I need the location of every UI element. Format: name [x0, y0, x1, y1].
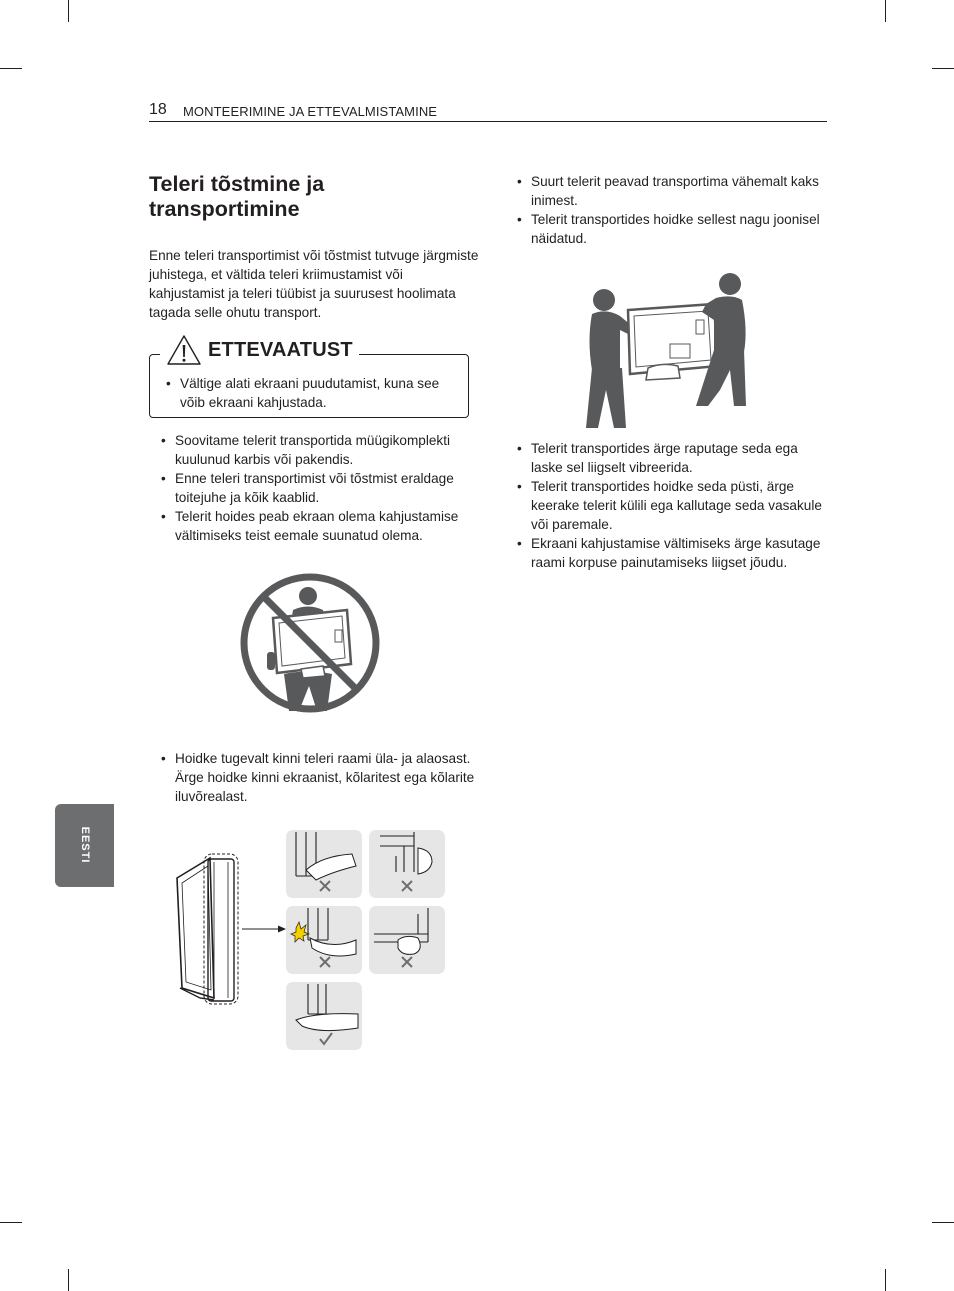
crop-mark — [932, 1222, 954, 1223]
bullet-list-left-2 — [153, 749, 475, 806]
grip-example-panel — [286, 982, 362, 1050]
page-title: Teleri tõstmine ja transportimine — [149, 172, 325, 221]
caution-list — [158, 374, 463, 412]
bullet-list-right-1 — [509, 172, 827, 248]
list-item: • Enne teleri transportimist või tõstmist eraldage toitejuhe ja kõik kaablid. — [153, 469, 475, 507]
list-item: • Telerit hoides peab ekraan olema kahjustamise vältimiseks teist eemale suunatud olema. — [153, 507, 475, 545]
tv-side-view — [177, 854, 238, 1004]
warning-triangle-icon — [166, 334, 202, 366]
grip-example-panel — [286, 906, 362, 974]
crop-mark — [68, 1269, 69, 1291]
caution-header — [160, 330, 359, 370]
intro-paragraph: Enne teleri transportimist või tõstmist tutvuge järgmiste juhistega, et vältida teleri kriimustamist või kahjustamist ja teleri tüübist ja suurusest hoolimata tagada selle ohutu transport. — [149, 248, 479, 320]
person-figure-left — [586, 289, 632, 428]
caution-title: ETTEVAATUST — [208, 338, 353, 361]
language-tab — [55, 804, 114, 887]
crop-mark — [932, 68, 954, 69]
crop-mark — [68, 0, 69, 22]
list-item: • Ekraani kahjustamise vältimiseks ärge kasutage raami korpuse painutamiseks liigset jõudu. — [509, 534, 827, 572]
list-item: • Telerit transportides hoidke seda püsti, ärge keerake telerit külili ega kallutage seda vasakule või paremale. — [509, 477, 827, 534]
crop-mark — [885, 0, 886, 22]
tv-figure — [628, 304, 718, 380]
list-item: • Vältige alati ekraani puudutamist, kuna see võib ekraani kahjustada. — [158, 374, 463, 412]
list-item: • Hoidke tugevalt kinni teleri raami üla- ja alaosast. Ärge hoidke kinni ekraanist, kõlaritest ega kõlarite iluvõrealast. — [153, 749, 475, 806]
crop-mark — [885, 1269, 886, 1291]
bullet-list-right-2 — [509, 439, 827, 572]
list-item: • Telerit transportides hoidke sellest nagu joonisel näidatud. — [509, 210, 827, 248]
list-item: • Soovitame telerit transportida müügikomplekti kuulunud karbis või pakendis. — [153, 431, 475, 469]
grip-example-panel — [286, 830, 362, 898]
section-title: MONTEERIMINE JA ETTEVALMISTAMINE — [183, 104, 438, 119]
prohibited-carry-illustration — [237, 570, 383, 716]
bullet-list-left-1 — [153, 431, 475, 545]
arrow-icon — [242, 926, 286, 933]
two-person-carry-illustration — [584, 270, 764, 430]
crop-mark — [0, 1222, 22, 1223]
grip-example-panel — [369, 906, 445, 974]
language-tab-label: EESTI — [79, 826, 91, 864]
page-number: 18 — [149, 101, 167, 118]
list-item: • Telerit transportides ärge raputage seda ega laske sel liigselt vibreerida. — [509, 439, 827, 477]
header-divider — [149, 121, 827, 122]
crop-mark — [0, 68, 22, 69]
tv-frame-grip-illustration — [170, 828, 460, 1053]
list-item: • Suurt telerit peavad transportima vähemalt kaks inimest. — [509, 172, 827, 210]
grip-example-panel — [369, 830, 445, 898]
